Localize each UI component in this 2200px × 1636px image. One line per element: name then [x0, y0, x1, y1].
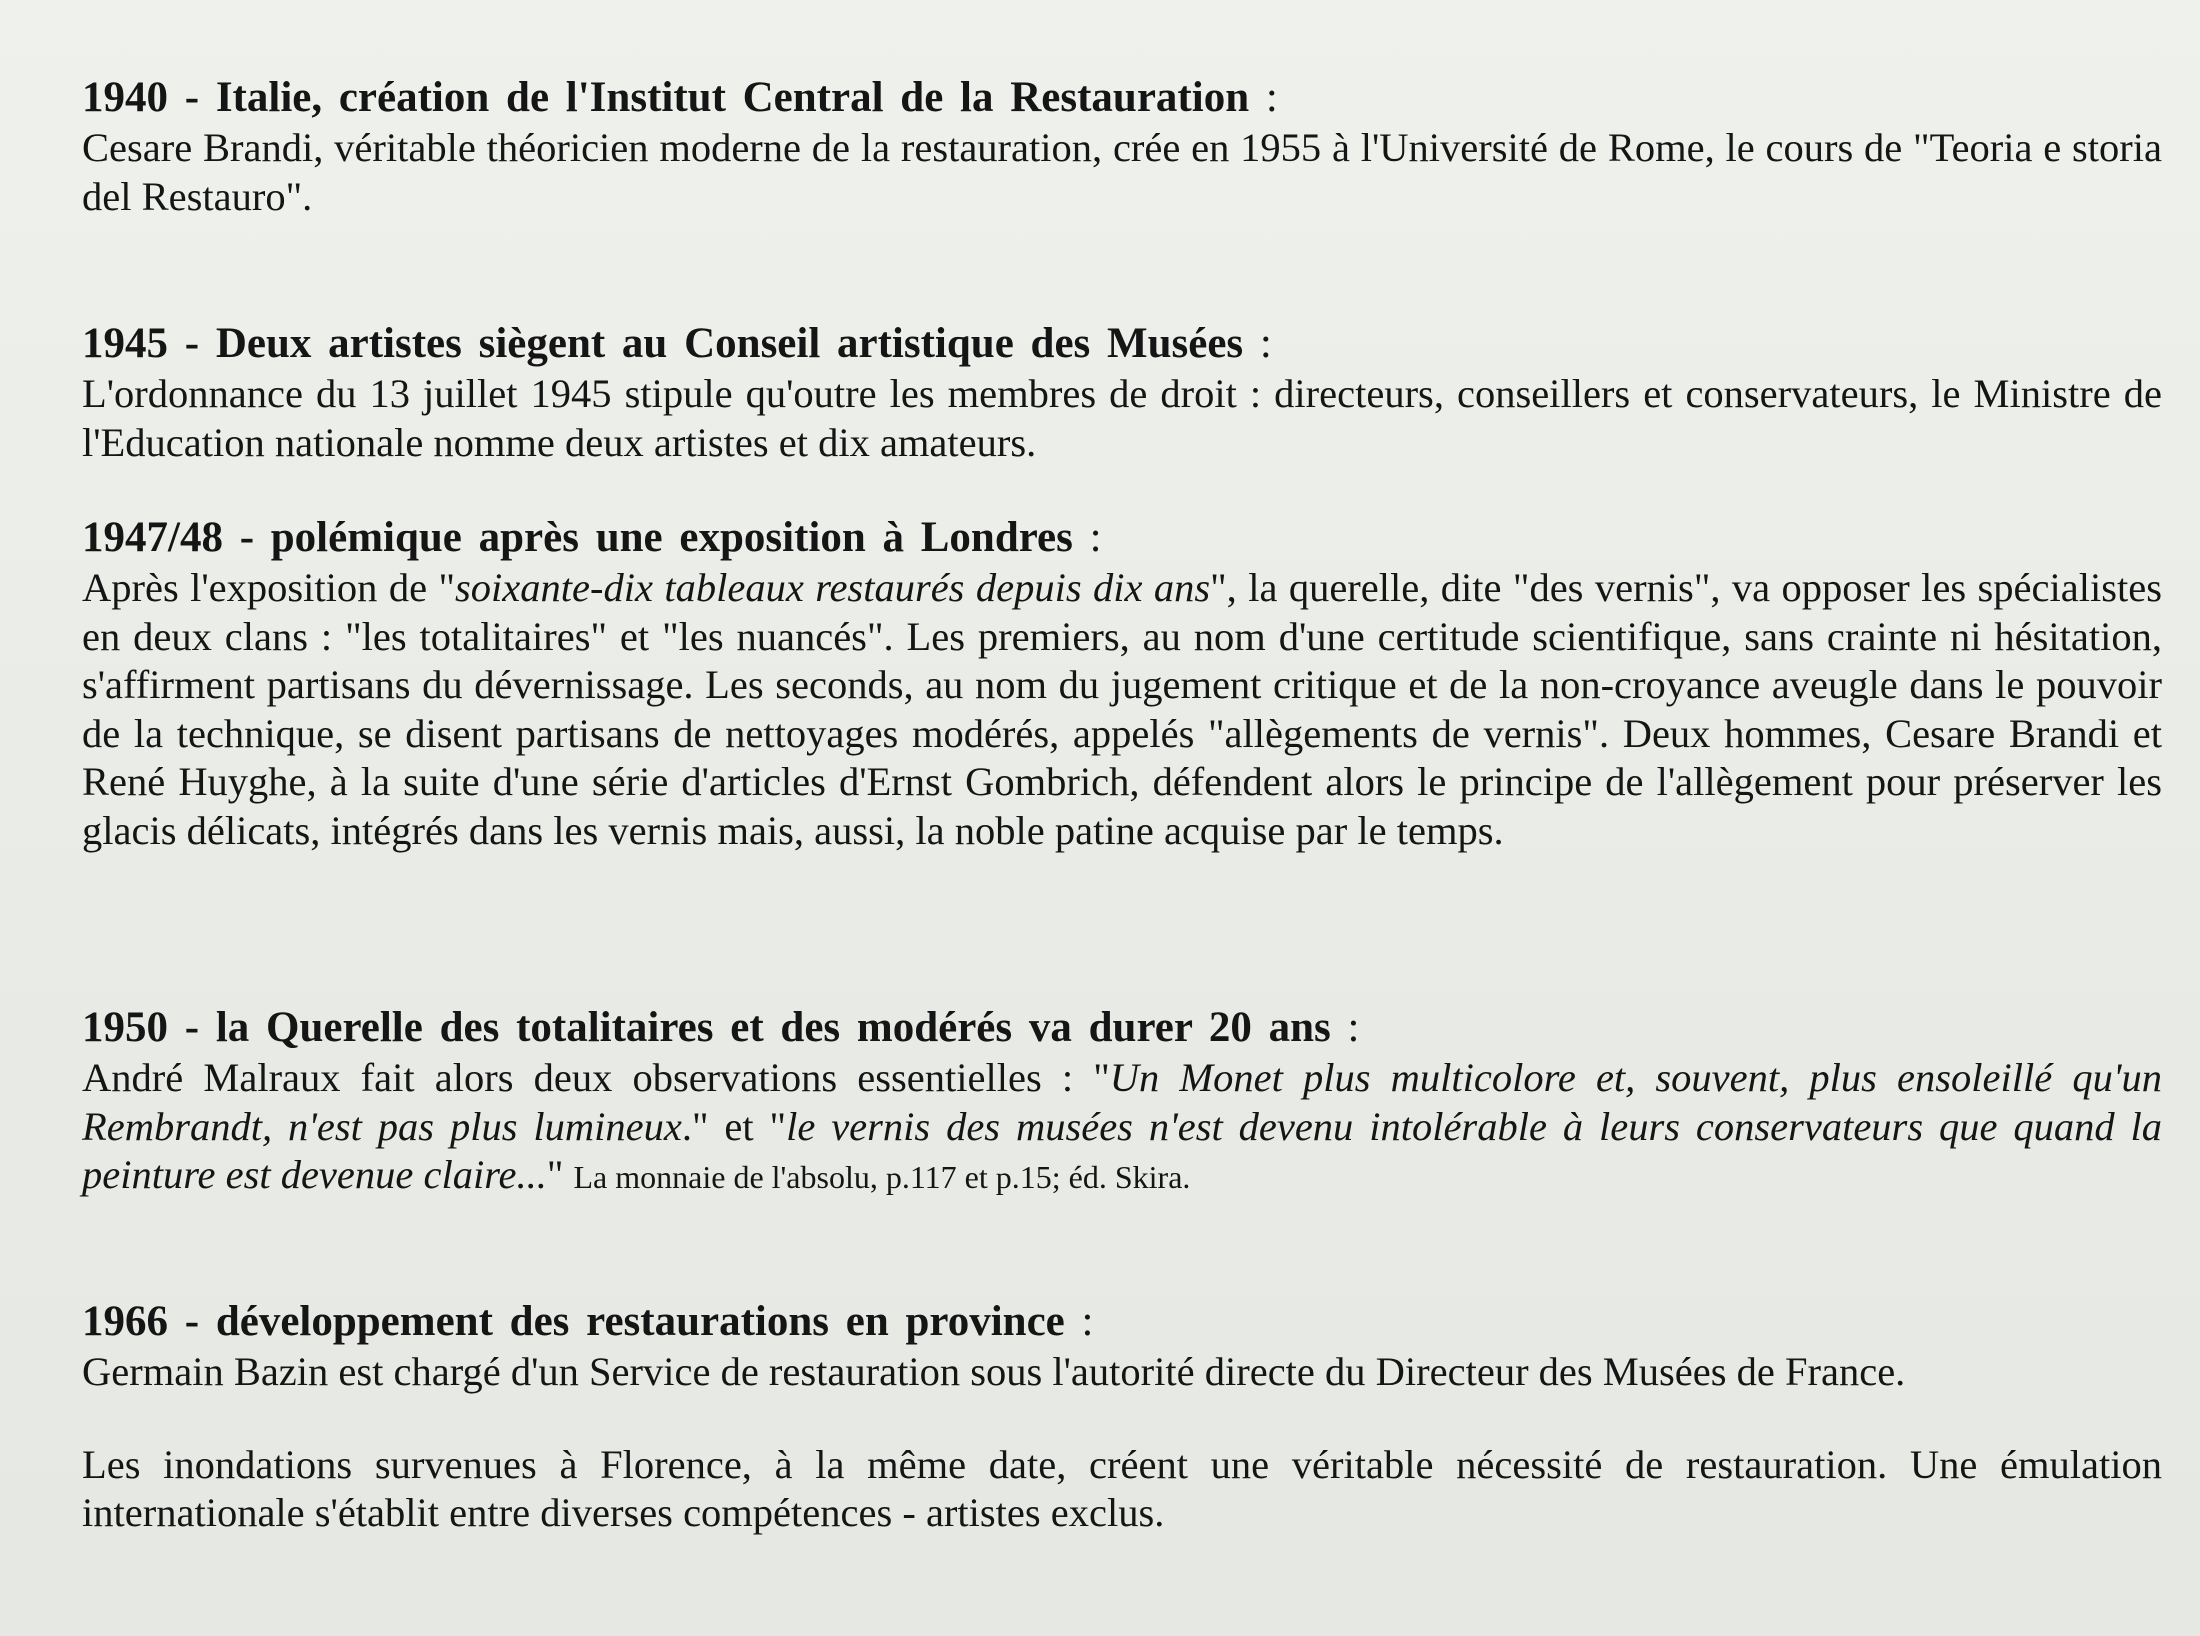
entry-paragraph: L'ordonnance du 13 juillet 1945 stipule qu'outre les membres de droit : directeurs, conseillers et conservateurs, le Ministre de l'Education nationale nomme deux artistes et dix amateurs. [82, 371, 2162, 465]
heading-text: 1945 - Deux artistes siègent au Conseil artistique des Musées [82, 320, 1244, 367]
entry-paragraph [82, 564, 2162, 855]
heading-text: 1950 - la Querelle des totalitaires et des modérés va durer 20 ans [82, 1004, 1331, 1051]
heading-colon: : [1089, 514, 1102, 561]
heading-text: 1940 - Italie, création de l'Institut Central de la Restauration [82, 74, 1250, 121]
entry-1940 [82, 72, 2162, 221]
entry-heading [82, 1002, 2162, 1054]
heading-text: 1966 - développement des restaurations en province [82, 1298, 1065, 1345]
entry-1947-48 [82, 512, 2162, 855]
entry-heading [82, 72, 2162, 124]
italic-title: soixante-dix tableaux restaurés depuis dix ans [455, 565, 1211, 610]
entry-1945 [82, 318, 2162, 467]
entry-1966 [82, 1296, 2162, 1538]
heading-text: 1947/48 - polémique après une exposition à Londres [82, 514, 1073, 561]
entry-heading [82, 318, 2162, 370]
entry-paragraph: Cesare Brandi, véritable théoricien moderne de la restauration, crée en 1955 à l'Université de Rome, le cours de "Teoria e storia del Restauro". [82, 125, 2162, 219]
quote-monet: Un Monet plus multicolore et, souvent, plus ensoleillé qu'un Rembrandt, n'est pas plus lumineux [82, 1055, 2162, 1149]
citation-reference: La monnaie de l'absolu, p.117 et p.15; éd. Skira. [573, 1159, 1191, 1195]
text-segment: André Malraux fait alors deux observations essentielles : " [82, 1055, 1110, 1100]
entry-heading [82, 1296, 2162, 1348]
text-segment: ." et " [681, 1103, 787, 1149]
heading-colon: : [1265, 74, 1278, 121]
text-segment: " [546, 1152, 574, 1197]
quote-vernis: le vernis des musées n'est devenu intolérable à leurs conservateurs que quand la peinture est devenue claire... [82, 1103, 2163, 1197]
entry-paragraph: Germain Bazin est chargé d'un Service de restauration sous l'autorité directe du Directeur des Musées de France. [82, 1349, 1906, 1394]
entry-paragraph-2: Les inondations survenues à Florence, à la même date, créent une véritable nécessité de restauration. Une émulation internationale s'établit entre diverses compétences - artistes exclus. [82, 1441, 2162, 1535]
entry-paragraph [82, 1054, 2162, 1202]
heading-colon: : [1347, 1004, 1360, 1051]
entry-1950 [82, 1002, 2162, 1202]
text-segment: Après l'exposition de " [82, 565, 455, 610]
heading-colon: : [1259, 320, 1272, 367]
heading-colon: : [1081, 1298, 1094, 1345]
entry-heading [82, 512, 2162, 564]
text-segment: ", la querelle, dite "des vernis", va opposer les spécialistes en deux clans : "les totalitaires" et "les nuancés". Les premiers, au nom d'une certitude scientifique, sans crainte ni hésitation, s'affirment partisans du dévernissage. Les seconds, au nom du jugement critique et de la non-croyance aveugle dans le pouvoir de la technique, se disent partisans de nettoyages modérés, appelés "allègements de vernis". Deux hommes, Cesare Brandi et René Huyghe, à la suite d'une série d'articles d'Ernst Gombrich, défendent alors le principe de l'allègement pour préserver les glacis délicats, intégrés dans les vernis mais, aussi, la noble patine acquise par le temps. [82, 565, 2162, 853]
